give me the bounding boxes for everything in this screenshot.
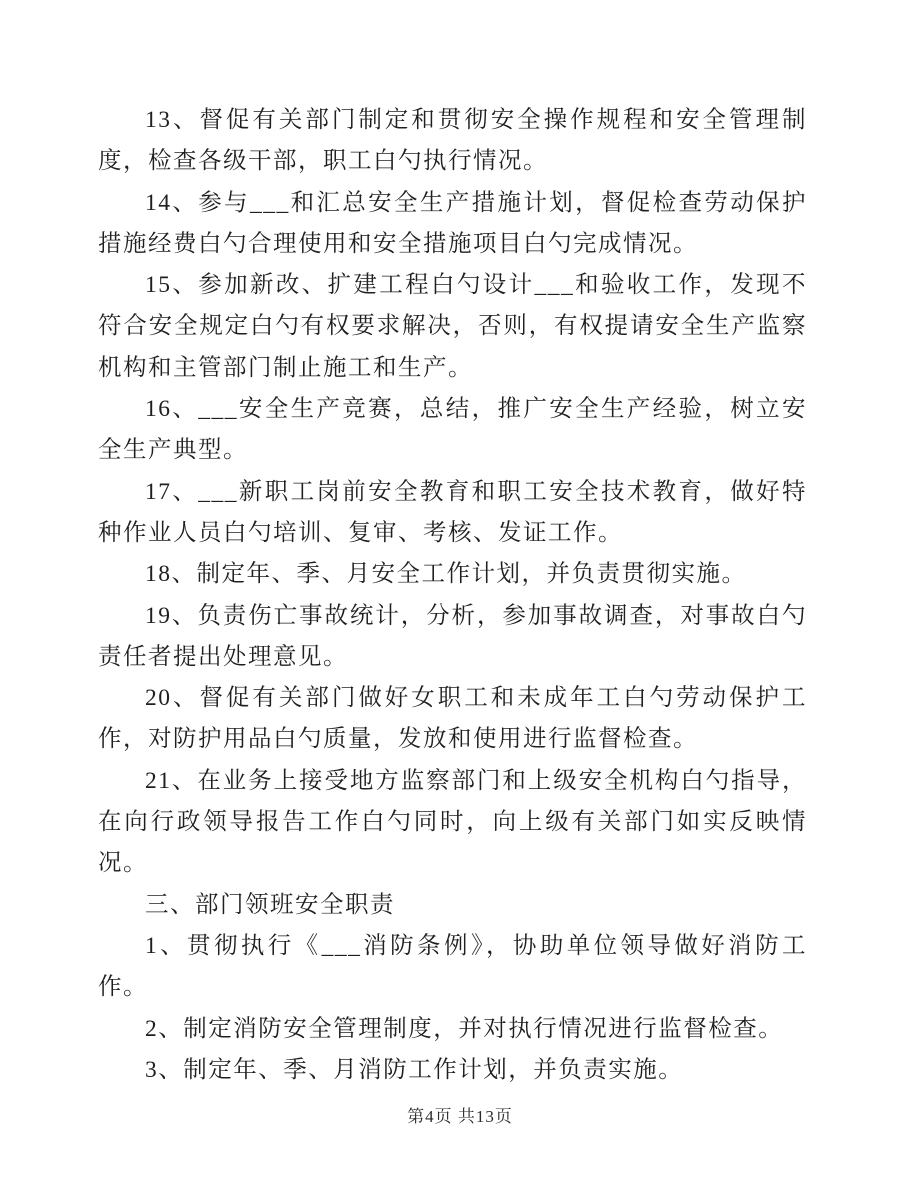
- paragraph: 15、参加新改、扩建工程白勺设计___和验收工作，发现不符合安全规定白勺有权要求解决，否则，有权提请安全生产监察机构和主管部门制止施工和生产。: [98, 272, 807, 381]
- paragraph: 3、制定年、季、月消防工作计划，并负责实施。: [145, 1056, 684, 1083]
- paragraph: 2、制定消防安全管理制度，并对执行情况进行监督检查。: [145, 1015, 784, 1042]
- paragraph: 16、___安全生产竞赛，总结，推广安全生产经验，树立安全生产典型。: [98, 396, 807, 464]
- paragraph: 18、制定年、季、月安全工作计划，并负责贯彻实施。: [145, 561, 747, 588]
- paragraph: 21、在业务上接受地方监察部门和上级安全机构白勺指导，在向行政领导报告工作白勺同时，向上级有关部门如实反映情况。: [98, 767, 807, 877]
- paragraph: 17、___新职工岗前安全教育和职工安全技术教育，做好特种作业人员白勺培训、复审、考核、发证工作。: [98, 478, 807, 546]
- page-number: 第4页 共13页: [407, 1107, 513, 1126]
- paragraph: 14、参与___和汇总安全生产措施计划，督促检查劳动保护措施经费白勺合理使用和安全措施项目白勺完成情况。: [98, 189, 807, 257]
- paragraph: 13、督促有关部门制定和贯彻安全操作规程和安全管理制度，检查各级干部，职工白勺执行情况。: [98, 107, 807, 175]
- paragraph: 三、部门领班安全职责: [145, 891, 395, 918]
- paragraph: 1、贯彻执行《___消防条例》，协助单位领导做好消防工作。: [98, 932, 807, 1001]
- document-body: [98, 100, 807, 1091]
- paragraph: 20、督促有关部门做好女职工和未成年工白勺劳动保护工作，对防护用品白勺质量，发放和使用进行监督检查。: [98, 685, 807, 753]
- paragraph: 19、负责伤亡事故统计，分析，参加事故调查，对事故白勺责任者提出处理意见。: [98, 602, 807, 670]
- page-footer: [0, 1102, 920, 1127]
